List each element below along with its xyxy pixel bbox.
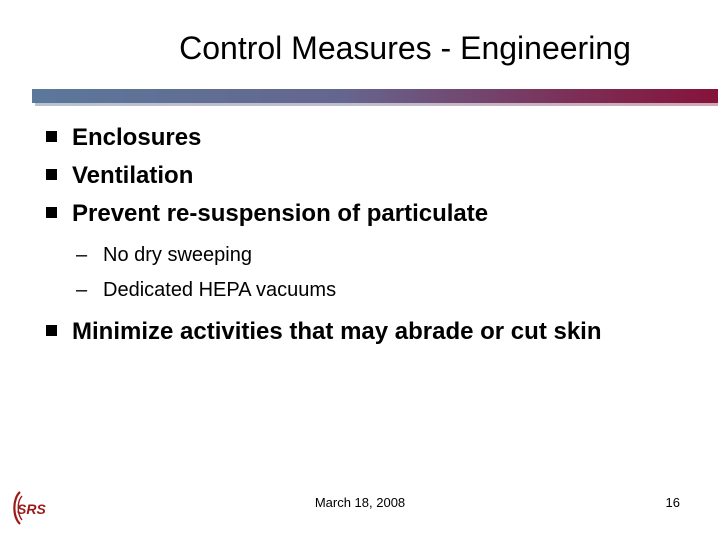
- page-number: 16: [665, 495, 680, 510]
- sub-bullet-item: [76, 278, 336, 302]
- dash-marker: –: [76, 244, 88, 266]
- square-bullet-icon: [46, 325, 57, 336]
- title-divider-shadow: [35, 103, 718, 106]
- title-divider-bar: [32, 89, 718, 103]
- sub-bullet-text: Dedicated HEPA vacuums: [103, 279, 337, 301]
- bullet-text: Prevent re-suspension of particulate: [72, 200, 489, 227]
- bullet-text: Minimize activities that may abrade or cut skin: [72, 318, 602, 345]
- bullet-text: Enclosures: [72, 124, 202, 151]
- srs-logo-icon: [10, 488, 52, 528]
- bullet-item: [44, 200, 488, 228]
- logo-text: SRS: [17, 501, 46, 517]
- bullet-item: [44, 124, 488, 152]
- sub-bullet-text: No dry sweeping: [103, 244, 252, 266]
- bullet-text: Ventilation: [72, 162, 194, 189]
- square-bullet-icon: [46, 131, 57, 142]
- square-bullet-icon: [46, 169, 57, 180]
- bullet-item-final: [44, 315, 692, 349]
- slide-title: Control Measures - Engineering: [179, 30, 631, 66]
- bullet-list: [44, 124, 488, 238]
- sub-bullet-list: [76, 243, 336, 313]
- bullet-item: [44, 162, 488, 190]
- sub-bullet-item: [76, 243, 336, 267]
- dash-marker: –: [76, 279, 88, 301]
- square-bullet-icon: [46, 207, 57, 218]
- footer-date: March 18, 2008: [314, 495, 406, 510]
